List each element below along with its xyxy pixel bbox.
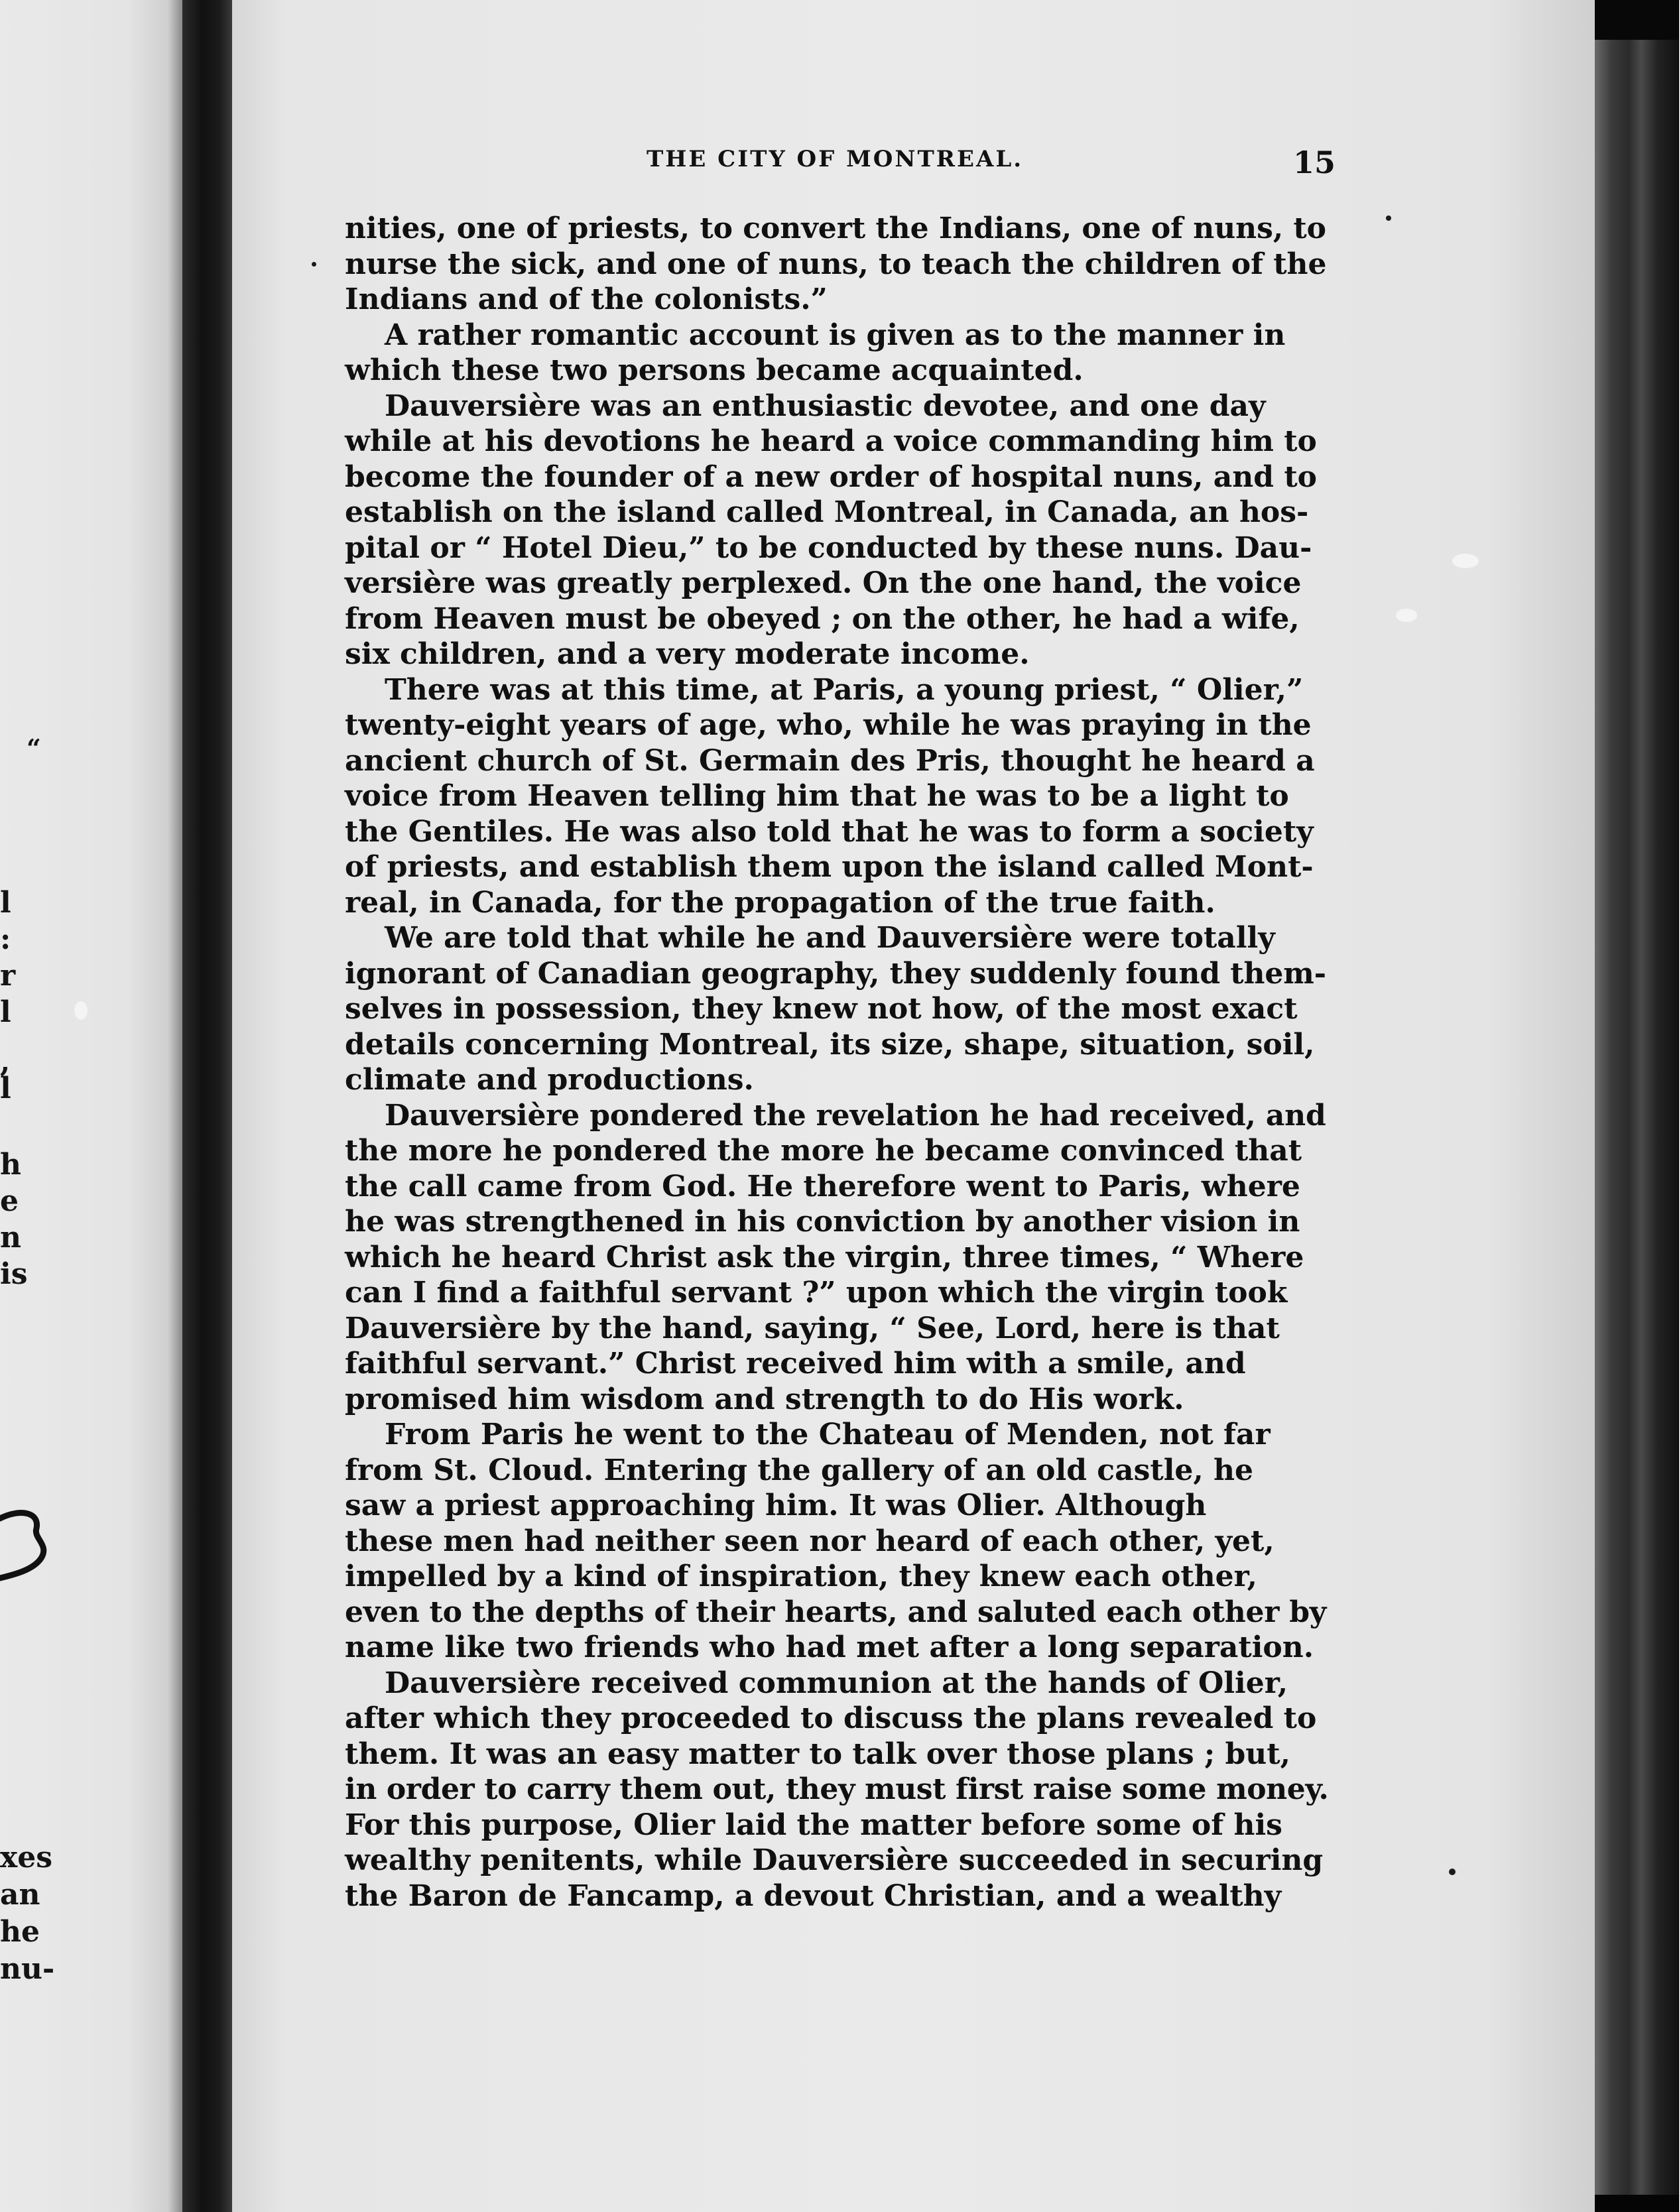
text-line: faithful servant.” Christ received him with a smile, and	[345, 1347, 1246, 1381]
body-text	[345, 211, 1329, 1914]
text-line: these men had neither seen nor heard of each other, yet,	[345, 1524, 1275, 1558]
text-line: Dauversière pondered the revelation he had received, and	[385, 1098, 1326, 1133]
text-line: selves in possession, they knew not how, of the most exact	[345, 992, 1298, 1026]
text-line: nurse the sick, and one of nuns, to teach the children of the	[345, 247, 1327, 281]
text-line: after which they proceeded to discuss the plans revealed to	[345, 1701, 1317, 1735]
text-line: climate and productions.	[345, 1063, 754, 1097]
facing-page-fragment: “	[27, 733, 41, 763]
text-line: the call came from God. He therefore went to Paris, where	[345, 1169, 1300, 1203]
running-head: THE CITY OF MONTREAL.	[647, 146, 1024, 172]
text-line: them. It was an easy matter to talk over those plans ; but,	[345, 1737, 1290, 1771]
page-number: 15	[1293, 145, 1336, 180]
text-line: twenty-eight years of age, who, while he was praying in the	[345, 708, 1312, 742]
text-line: which he heard Christ ask the virgin, three times, “ Where	[345, 1240, 1304, 1274]
facing-page-fragment: l	[0, 995, 11, 1029]
facing-page-fragment: r	[0, 959, 16, 993]
text-line: promised him wisdom and strength to do His work.	[345, 1382, 1184, 1416]
text-line: name like two friends who had met after a long separation.	[345, 1630, 1314, 1664]
facing-page-fragment: ,	[0, 1045, 11, 1079]
facing-page-fragment: nu-	[0, 1952, 55, 1986]
text-line: which these two persons became acquainted.	[345, 353, 1084, 387]
text-line: versière was greatly perplexed. On the one hand, the voice	[345, 566, 1302, 600]
facing-page-fragment: h	[0, 1148, 21, 1182]
text-line: of priests, and establish them upon the island called Mont-	[345, 850, 1314, 884]
facing-page-fragment: xes	[0, 1841, 52, 1874]
text-line: impelled by a kind of inspiration, they knew each other,	[345, 1560, 1257, 1593]
text-line: Dauversière by the hand, saying, “ See, Lord, here is that	[345, 1311, 1280, 1345]
facing-page-fragment: is	[0, 1257, 28, 1291]
text-line: ignorant of Canadian geography, they suddenly found them-	[345, 956, 1326, 991]
text-line: We are told that while he and Dauversière were totally	[385, 921, 1275, 955]
facing-page-text-fragments	[0, 0, 182, 2212]
text-line: in order to carry them out, they must first raise some money.	[345, 1772, 1329, 1806]
page-edges	[1595, 40, 1679, 2195]
text-line: the Baron de Fancamp, a devout Christian, and a wealthy	[345, 1878, 1282, 1913]
text-line: the more he pondered the more he became convinced that	[345, 1134, 1302, 1168]
text-line: become the founder of a new order of hospital nuns, and to	[345, 460, 1317, 494]
facing-page-map-outline	[0, 1492, 60, 1598]
text-line: the Gentiles. He was also told that he was to form a society	[345, 814, 1314, 849]
text-line: while at his devotions he heard a voice commanding him to	[345, 424, 1317, 458]
text-line: from Heaven must be obeyed ; on the other, he had a wife,	[345, 601, 1300, 636]
facing-page-fragment: he	[0, 1915, 40, 1949]
text-line: ancient church of St. Germain des Pris, thought he heard a	[345, 743, 1315, 778]
text-line: from St. Cloud. Entering the gallery of an old castle, he	[345, 1453, 1254, 1487]
text-line: There was at this time, at Paris, a young priest, “ Olier,”	[385, 672, 1304, 707]
text-line: nities, one of priests, to convert the Indians, one of nuns, to	[345, 212, 1326, 245]
text-line: pital or “ Hotel Dieu,” to be conducted by these nuns. Dau-	[345, 530, 1312, 565]
book-gutter	[182, 0, 232, 2212]
text-line: can I find a faithful servant ?” upon which the virgin took	[345, 1276, 1288, 1310]
facing-page-fragment: n	[0, 1221, 21, 1255]
text-line: Dauversière received communion at the hands of Olier,	[385, 1666, 1288, 1700]
text-line: he was strengthened in his conviction by another vision in	[345, 1205, 1300, 1239]
facing-page-fragment: l	[0, 1072, 11, 1105]
facing-page-fragment: an	[0, 1878, 40, 1912]
text-line: A rather romantic account is given as to the manner in	[385, 318, 1286, 352]
text-line: Dauversière was an enthusiastic devotee, and one day	[385, 389, 1266, 423]
facing-page-fragment: l	[0, 886, 11, 920]
text-line: saw a priest approaching him. It was Olier. Although	[345, 1489, 1207, 1522]
text-line: wealthy penitents, while Dauversière succeeded in securing	[345, 1843, 1324, 1877]
text-line: establish on the island called Montreal, in Canada, an hos-	[345, 495, 1309, 529]
text-line: even to the depths of their hearts, and saluted each other by	[345, 1595, 1327, 1629]
text-line: For this purpose, Olier laid the matter before some of his	[345, 1808, 1282, 1842]
text-line: real, in Canada, for the propagation of the true faith.	[345, 885, 1215, 920]
facing-page-fragment: :	[0, 922, 11, 956]
text-line: details concerning Montreal, its size, shape, situation, soil,	[345, 1027, 1315, 1062]
background	[1595, 0, 1679, 40]
text-line: voice from Heaven telling him that he was to be a light to	[345, 779, 1289, 813]
facing-page-fragment: e	[0, 1184, 19, 1218]
text-line: six children, and a very moderate income.	[345, 637, 1030, 671]
text-line: From Paris he went to the Chateau of Menden, not far	[385, 1418, 1271, 1451]
text-line: Indians and of the colonists.”	[345, 282, 828, 316]
